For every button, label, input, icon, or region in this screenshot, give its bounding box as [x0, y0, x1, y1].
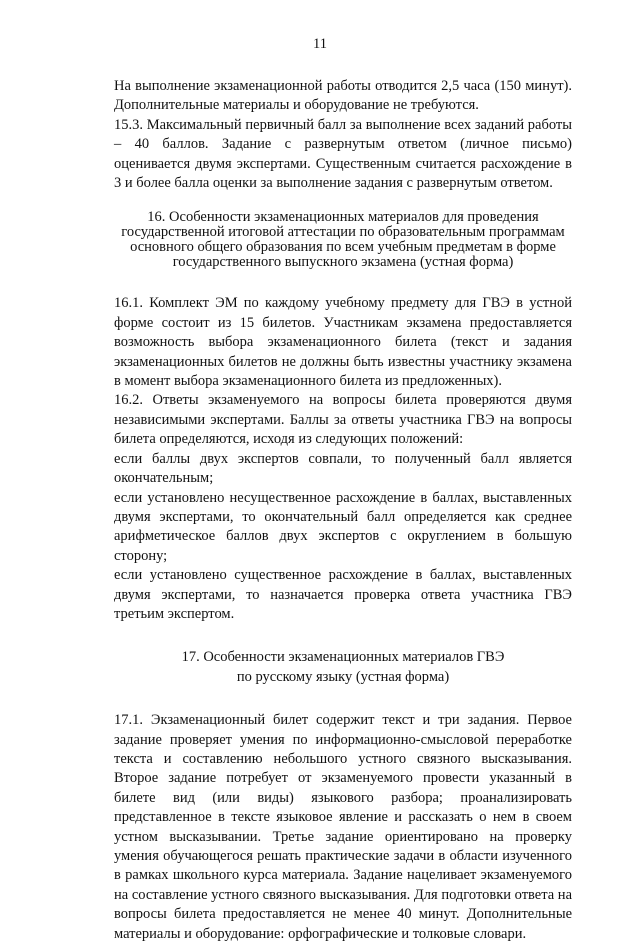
section-16-heading-line-1: 16. Особенности экзаменационных материалов для проведения	[147, 209, 539, 226]
section-17-heading	[114, 648, 572, 687]
paragraph-case-major: если установлено существенное расхождение в баллах, выставленных двумя экспертами, то назначается проверка ответа участника ГВЭ третьим экспертом.	[114, 567, 572, 622]
spacer	[114, 687, 572, 711]
section-16-heading-line-3: основного общего образования по всем учебным предметам в форме	[130, 239, 556, 256]
spacer	[114, 193, 572, 210]
page-content	[114, 77, 572, 944]
paragraph-16-1: 16.1. Комплект ЭМ по каждому учебному предмету для ГВЭ в устной форме состоит из 15 билетов. Участникам экзамена предоставляется возможность выбора экзаменационного билета (текст и задания экзаменационных билетов не должны быть известны участнику экзамена в момент выбора экзаменационного билета из предложенных).	[114, 295, 572, 390]
spacer	[114, 624, 572, 648]
section-16-heading-line-2: государственной итоговой аттестации по образовательным программам	[121, 224, 565, 241]
paragraph-exam-duration: На выполнение экзаменационной работы отводится 2,5 часа (150 минут). Дополнительные материалы и оборудование не требуются.	[114, 78, 572, 114]
section-17-heading-line-2: по русскому языку (устная форма)	[236, 668, 450, 685]
paragraph-17-1: 17.1. Экзаменационный билет содержит текст и три задания. Первое задание проверяет умения по информационно-смысловой переработке текста и составлению небольшого устного связного высказывания. Второе задание потребует от экзаменуемого провести указанный в билете вид (или виды) языкового разбора; проанализировать представленное в тексте языковое явление и рассказать о нем в своем устном высказывании. Третье задание ориентировано на проверку умения обучающегося решать практические задачи в области изученного в рамках школьного курса материала. Задание нацеливает экзаменуемого на составление устного связного высказывания. Для подготовки ответа на вопросы билета предоставляется не менее 40 минут. Дополнительные материалы и оборудование: орфографические и толковые словари.	[114, 712, 572, 942]
paragraph-15-3: 15.3. Максимальный первичный балл за выполнение всех заданий работы – 40 баллов. Задание с развернутым ответом (личное письмо) оценивается двумя экспертами. Существенным считается расхождение в 3 и более балла оценки за выполнение задания с развернутым ответом.	[114, 116, 572, 192]
spacer	[114, 270, 572, 294]
paragraph-case-minor: если установлено несущественное расхождение в баллах, выставленных двумя экспертами, то окончательный балл определяется как среднее арифметическое баллов двух экспертов с округлением в большую сторону;	[114, 489, 572, 564]
section-16-heading-line-4: государственного выпускного экзамена (устная форма)	[172, 254, 514, 271]
paragraph-case-equal: если баллы двух экспертов совпали, то полученный балл является окончательным;	[114, 450, 572, 487]
section-17-heading-line-1: 17. Особенности экзаменационных материалов ГВЭ	[181, 649, 505, 666]
paragraph-16-2: 16.2. Ответы экзаменуемого на вопросы билета проверяются двумя независимыми экспертами. Баллы за ответы участника ГВЭ на вопросы билета определяются, исходя из следующих положений:	[114, 392, 572, 448]
page-number: 11	[313, 36, 327, 52]
section-16-heading	[114, 210, 572, 270]
